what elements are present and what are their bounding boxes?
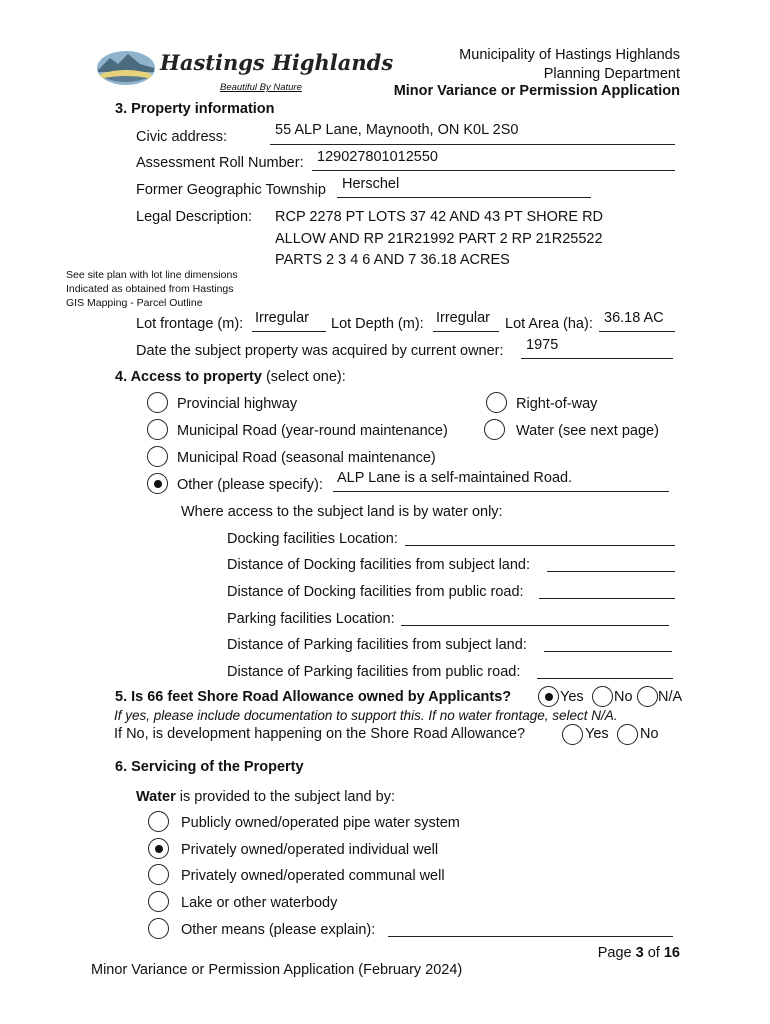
water-individual-well-label: Privately owned/operated individual well [181, 842, 439, 858]
lot-depth-value: Irregular [436, 310, 490, 326]
municipal-road-year-round-label: Municipal Road (year-round maintenance) [177, 423, 448, 439]
water-other-field[interactable] [388, 936, 673, 937]
legal-description-line-2: ALLOW AND RP 21R21992 PART 2 RP 21R25522 [275, 231, 603, 247]
shore-allowance-yes-label: Yes [560, 689, 584, 705]
site-plan-note-3: GIS Mapping - Parcel Outline [66, 297, 203, 309]
shore-development-yes-label: Yes [585, 726, 609, 742]
radio-water-other[interactable] [148, 918, 169, 939]
section-4-title-suffix: (select one): [265, 369, 346, 385]
section-5-title: 5. Is 66 feet Shore Road Allowance owned by Applicants? [115, 689, 512, 705]
civic-address-field[interactable] [270, 144, 675, 145]
water-public-pipe-label: Publicly owned/operated pipe water system [181, 815, 460, 831]
radio-provincial-highway[interactable] [147, 392, 168, 413]
township-field[interactable] [337, 197, 591, 198]
township-value: Herschel [342, 176, 400, 192]
radio-water-lake[interactable] [148, 891, 169, 912]
radio-water-individual-well[interactable] [148, 838, 169, 859]
legal-description-line-3: PARTS 2 3 4 6 AND 7 36.18 ACRES [275, 252, 510, 268]
parking-distance-road-label: Distance of Parking facilities from public road: [227, 664, 521, 680]
parking-distance-subject-label: Distance of Parking facilities from subject land: [227, 637, 527, 653]
water-other-label: Other means (please explain): [181, 922, 376, 938]
acquired-date-value: 1975 [526, 337, 559, 353]
civic-address-label: Civic address: [136, 129, 228, 145]
page-total: 16 [663, 945, 680, 961]
other-access-label: Other (please specify): [177, 477, 323, 493]
section-4-title-bold: 4. Access to property [115, 369, 262, 385]
footer-document-title: Minor Variance or Permission Application (February 2024) [91, 962, 463, 978]
lot-area-value: 36.18 AC [604, 310, 664, 326]
township-label: Former Geographic Township [136, 182, 326, 198]
radio-shore-allowance-na[interactable] [637, 686, 658, 707]
docking-distance-road-field[interactable] [539, 598, 675, 599]
section-3-title: 3. Property information [115, 101, 275, 117]
lot-frontage-value: Irregular [255, 310, 309, 326]
radio-water-access[interactable] [484, 419, 505, 440]
other-access-value: ALP Lane is a self-maintained Road. [337, 470, 573, 486]
parking-location-label: Parking facilities Location: [227, 611, 395, 627]
radio-municipal-road-year-round[interactable] [147, 419, 168, 440]
docking-location-label: Docking facilities Location: [227, 531, 398, 547]
radio-shore-development-yes[interactable] [562, 724, 583, 745]
section-6-title: 6. Servicing of the Property [115, 759, 304, 775]
radio-right-of-way[interactable] [486, 392, 507, 413]
other-access-field[interactable] [333, 491, 669, 492]
docking-distance-subject-label: Distance of Docking facilities from subject land: [227, 557, 531, 573]
page-of: of [647, 945, 660, 961]
parking-distance-subject-field[interactable] [544, 651, 672, 652]
water-bold-label: Water [136, 789, 176, 805]
radio-shore-development-no[interactable] [617, 724, 638, 745]
right-of-way-label: Right-of-way [516, 396, 598, 412]
logo-landscape-icon [96, 48, 156, 88]
acquired-date-label: Date the subject property was acquired by current owner: [136, 343, 504, 359]
header-municipality: Municipality of Hastings Highlands [459, 47, 680, 63]
lot-frontage-field[interactable] [252, 331, 326, 332]
provincial-highway-label: Provincial highway [177, 396, 298, 412]
roll-number-value: 129027801012550 [317, 149, 438, 165]
roll-number-field[interactable] [312, 170, 675, 171]
site-plan-note-1: See site plan with lot line dimensions [66, 269, 238, 281]
legal-description-line-1: RCP 2278 PT LOTS 37 42 AND 43 PT SHORE RD [275, 209, 604, 225]
acquired-date-field[interactable] [521, 358, 673, 359]
parking-distance-road-field[interactable] [537, 678, 673, 679]
logo [96, 46, 394, 98]
lot-depth-field[interactable] [433, 331, 499, 332]
lot-area-field[interactable] [599, 331, 675, 332]
radio-municipal-road-seasonal[interactable] [147, 446, 168, 467]
page-number [598, 945, 680, 961]
shore-allowance-note: If yes, please include documentation to support this. If no water frontage, select N/A. [114, 708, 618, 723]
logo-name: Hastings Highlands [160, 50, 394, 75]
radio-shore-allowance-no[interactable] [592, 686, 613, 707]
site-plan-note-2: Indicated as obtained from Hastings [66, 283, 234, 295]
radio-water-public-pipe[interactable] [148, 811, 169, 832]
water-provision-intro [136, 789, 395, 805]
radio-water-communal-well[interactable] [148, 864, 169, 885]
docking-location-field[interactable] [405, 545, 675, 546]
water-communal-well-label: Privately owned/operated communal well [181, 868, 445, 884]
shore-development-question: If No, is development happening on the Shore Road Allowance? [114, 726, 526, 742]
shore-allowance-na-label: N/A [658, 689, 683, 705]
roll-number-label: Assessment Roll Number: [136, 155, 304, 171]
docking-distance-road-label: Distance of Docking facilities from public road: [227, 584, 524, 600]
water-access-label: Water (see next page) [516, 423, 659, 439]
header-application-title: Minor Variance or Permission Application [393, 83, 680, 99]
page-current: 3 [635, 945, 644, 961]
docking-distance-subject-field[interactable] [547, 571, 675, 572]
lot-depth-label: Lot Depth (m): [331, 316, 424, 332]
page-label: Page [597, 945, 632, 961]
water-access-intro: Where access to the subject land is by water only: [181, 504, 503, 520]
shore-development-no-label: No [640, 726, 659, 742]
logo-tagline: Beautiful By Nature [220, 82, 302, 93]
section-4-title [115, 369, 346, 385]
water-intro-rest: is provided to the subject land by: [179, 789, 395, 805]
lot-frontage-label: Lot frontage (m): [136, 316, 244, 332]
header-department: Planning Department [543, 66, 680, 82]
legal-description-label: Legal Description: [136, 209, 253, 225]
municipal-road-seasonal-label: Municipal Road (seasonal maintenance) [177, 450, 436, 466]
lot-area-label: Lot Area (ha): [505, 316, 593, 332]
radio-other-access[interactable] [147, 473, 168, 494]
civic-address-value: 55 ALP Lane, Maynooth, ON K0L 2S0 [275, 122, 519, 138]
water-lake-label: Lake or other waterbody [181, 895, 338, 911]
radio-shore-allowance-yes[interactable] [538, 686, 559, 707]
parking-location-field[interactable] [401, 625, 669, 626]
shore-allowance-no-label: No [614, 689, 633, 705]
